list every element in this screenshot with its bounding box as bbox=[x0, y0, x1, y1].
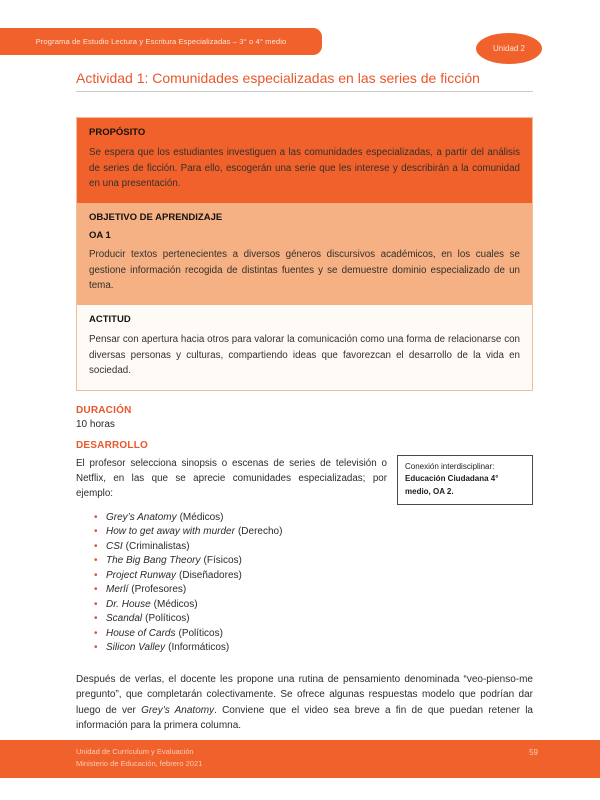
desarrollo-heading: DESARROLLO bbox=[76, 440, 148, 452]
series-category: (Políticos) bbox=[145, 613, 190, 625]
interdisciplinary-note-box bbox=[397, 455, 533, 505]
program-header-bar bbox=[0, 28, 322, 55]
series-category: (Médicos) bbox=[153, 598, 198, 610]
actitud-section bbox=[77, 305, 532, 390]
desarrollo-intro: El profesor selecciona sinopsis o escenas de series de televisión o Netflix, en las que se aprecie comunidades especializadas; por ejemplo: bbox=[76, 458, 387, 500]
title-divider bbox=[76, 91, 533, 92]
actitud-body: Pensar con apertura hacia otros para valorar la comunicación como una forma de relacionarse con diversas personas y culturas, compartiendo ideas que favorezcan el desarrollo de la vida en sociedad. bbox=[89, 334, 520, 377]
closing-text-pre: Después de verlas, el docente les propone una rutina de pensamiento denominada “veo-pienso-me pregunto”, que completarán colectivamente. Se ofrece algunas respuestas modelo que podrían dar luego de ver bbox=[76, 673, 533, 716]
closing-text-post: . Conviene que el video sea breve a fin de que puedan retener la información para la primera columna. bbox=[76, 704, 533, 732]
duracion-value: 10 horas bbox=[76, 419, 115, 431]
activity-info-box bbox=[76, 117, 533, 391]
series-title: How to get away with murder bbox=[106, 526, 235, 538]
unit-badge-label: Unidad 2 bbox=[492, 44, 526, 53]
page-content bbox=[76, 0, 533, 734]
desarrollo-closing-paragraph bbox=[76, 672, 533, 734]
series-category: (Derecho) bbox=[237, 526, 283, 538]
series-item bbox=[106, 583, 533, 598]
series-list bbox=[76, 511, 533, 656]
series-category: (Informáticos) bbox=[168, 642, 230, 654]
series-item bbox=[106, 525, 533, 540]
series-title: Silicon Valley bbox=[106, 642, 166, 654]
duracion-heading: DURACIÓN bbox=[76, 405, 132, 417]
series-category: (Físicos) bbox=[203, 555, 242, 567]
series-item bbox=[106, 612, 533, 627]
series-title: CSI bbox=[106, 540, 123, 552]
unit-badge bbox=[476, 33, 542, 64]
series-title: House of Cards bbox=[106, 627, 176, 639]
proposito-heading: PROPÓSITO bbox=[89, 127, 146, 138]
series-item bbox=[106, 598, 533, 613]
series-category: (Criminalistas) bbox=[125, 540, 190, 552]
page-footer bbox=[0, 740, 600, 778]
footer-credits bbox=[76, 746, 202, 778]
series-category: (Diseñadores) bbox=[179, 569, 242, 581]
objetivo-section bbox=[77, 203, 532, 305]
proposito-section bbox=[77, 118, 532, 203]
series-item bbox=[106, 627, 533, 642]
series-category: (Médicos) bbox=[179, 511, 224, 523]
series-item bbox=[106, 511, 533, 526]
series-category: (Profesores) bbox=[131, 584, 187, 596]
series-item bbox=[106, 554, 533, 569]
proposito-body: Se espera que los estudiantes investiguen a las comunidades especializadas, a partir del análisis de series de ficción. Para ello, escogerán una serie que les interese y describirán a la comunidad en una presentación. bbox=[89, 147, 520, 190]
page-title: Actividad 1: Comunidades especializadas en las series de ficción bbox=[76, 70, 480, 86]
note-label: Conexión interdisciplinar: bbox=[405, 462, 495, 472]
note-value: Educación Ciudadana 4° medio, OA 2. bbox=[405, 474, 499, 496]
series-title: Project Runway bbox=[106, 569, 177, 581]
series-title: The Big Bang Theory bbox=[106, 555, 201, 567]
series-title: Grey’s Anatomy bbox=[106, 511, 177, 523]
objetivo-body: Producir textos pertenecientes a diversos géneros discursivos académicos, en los cuales se gestione información recogida de distintas fuentes y se demuestre dominio especializado de un tema. bbox=[89, 249, 520, 292]
series-item bbox=[106, 540, 533, 555]
program-header-label: Programa de Estudio Lectura y Escritura Especializadas – 3° o 4° medio bbox=[35, 37, 287, 46]
series-title: Merlí bbox=[106, 584, 129, 596]
series-title: Dr. House bbox=[106, 598, 151, 610]
closing-series-title: Grey’s Anatomy bbox=[141, 704, 215, 716]
objetivo-heading: OBJETIVO DE APRENDIZAJE bbox=[89, 212, 223, 224]
series-category: (Políticos) bbox=[178, 627, 223, 639]
series-item bbox=[106, 641, 533, 656]
series-item bbox=[106, 569, 533, 584]
series-title: Scandal bbox=[106, 613, 143, 625]
objetivo-code: OA 1 bbox=[89, 230, 111, 242]
footer-line2: Ministerio de Educación, febrero 2021 bbox=[76, 759, 203, 768]
page-number: 59 bbox=[529, 748, 538, 757]
actitud-heading: ACTITUD bbox=[89, 314, 131, 326]
footer-line1: Unidad de Currículum y Evaluación bbox=[76, 747, 194, 756]
